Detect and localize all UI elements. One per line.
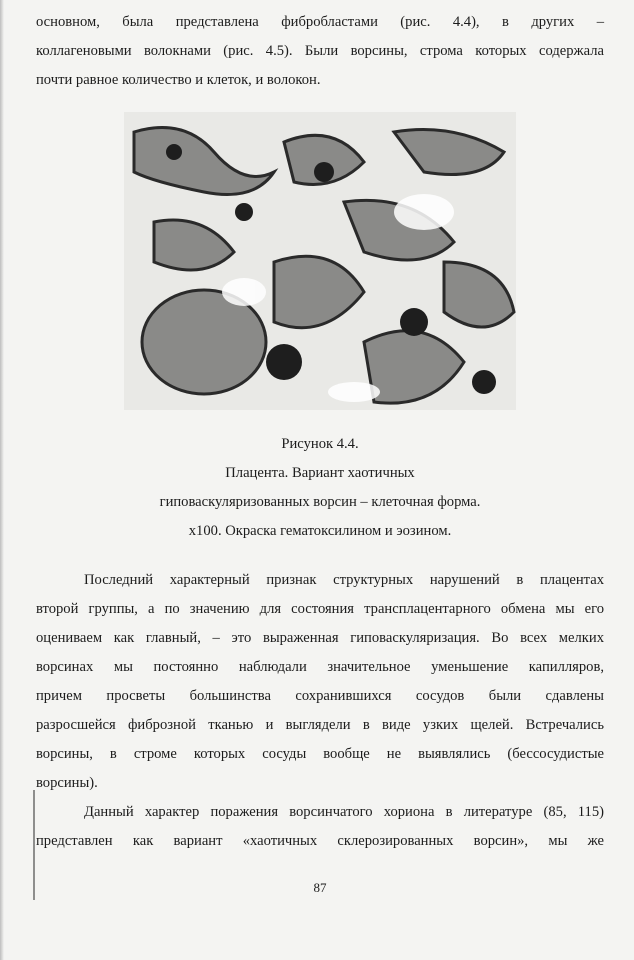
body-line: оцениваем как главный, – это выраженная гиповаскуляризация. Во всех мелких (36, 630, 604, 646)
paragraph-line-2: коллагеновыми волокнами (рис. 4.5). Были ворсины, строма которых содержала (36, 43, 604, 59)
body-line: второй группы, а по значению для состояния трансплацентарного обмена мы его (36, 601, 604, 617)
figure-caption (120, 430, 520, 546)
body-line: представлен как вариант «хаотичных склерозированных ворсин», мы же (36, 833, 604, 849)
caption-title-line: Плацента. Вариант хаотичных (225, 465, 415, 481)
body-line: причем просветы большинства сохранившихся сосудов были сдавлены (36, 688, 604, 704)
caption-figure-number: Рисунок 4.4. (281, 436, 359, 452)
caption-title-line: гиповаскуляризованных ворсин – клеточная форма. (159, 494, 481, 510)
body-line: ворсины). (36, 775, 98, 791)
body-line: Данный характер поражения ворсинчатого хориона в литературе (85, 115) (84, 804, 604, 820)
micrograph-image (124, 112, 516, 410)
paragraph-line-1: основном, была представлена фибробластами (рис. 4.4), в других – (36, 14, 604, 30)
body-line: разросшейся фиброзной тканью и выглядели в виде узких щелей. Встречались (36, 717, 604, 733)
paragraph-line-3: почти равное количество и клеток, и волокон. (36, 72, 321, 88)
caption-stain-line: х100. Окраска гематоксилином и эозином. (188, 523, 452, 539)
body-line: ворсины, в строме которых сосуды вообще не выявлялись (бессосудистые (36, 746, 604, 762)
scan-edge-shadow (0, 0, 4, 960)
page-number: 87 (313, 880, 327, 895)
body-line: ворсинах мы постоянно наблюдали значительное уменьшение капилляров, (36, 659, 604, 675)
body-line: Последний характерный признак структурных нарушений в плацентах (84, 572, 604, 588)
margin-mark (33, 790, 35, 900)
